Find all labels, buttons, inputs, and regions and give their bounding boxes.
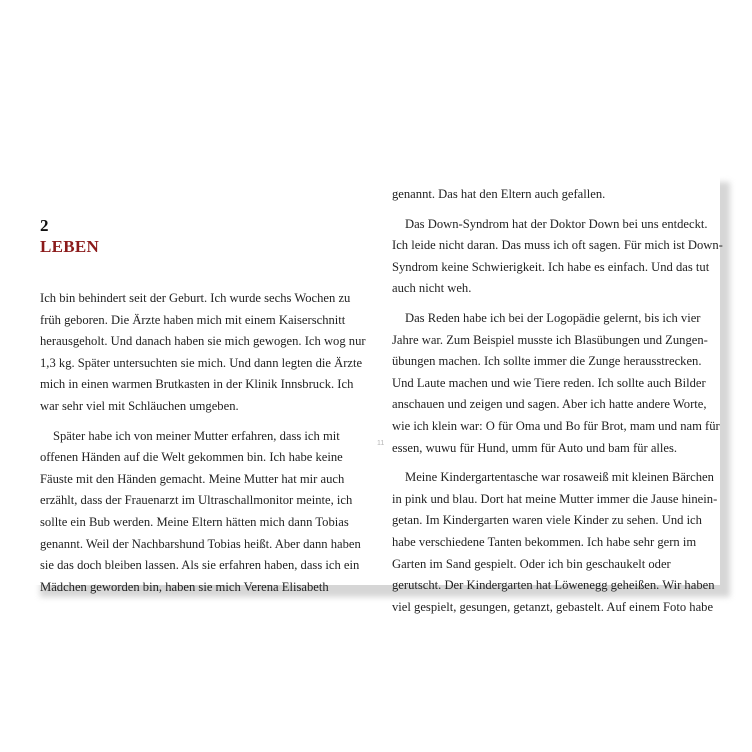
paragraph: [40, 426, 361, 599]
text-line: sollte ein Bub werden. Meine Eltern hätten mich dann Tobias: [40, 514, 349, 529]
text-line: Ich leide nicht daran. Das muss ich oft sagen. Für mich ist Down-: [392, 238, 723, 253]
text-line: Später habe ich von meiner Mutter erfahren, dass ich mit: [53, 428, 340, 443]
text-line: genannt. Das hat den Eltern auch gefallen.: [392, 187, 606, 201]
text-line: gerutscht. Der Kindergarten hat Löwenegg geheißen. Wir haben: [392, 578, 715, 593]
paragraph: [392, 308, 720, 459]
text-line: essen, wuwu für Hund, umm für Auto und bam für alles.: [392, 440, 678, 455]
text-line: war sehr viel mit Schläuchen umgeben.: [40, 398, 239, 413]
text-line: getan. Im Kindergarten waren viele Kinder zu sehen. Und ich: [392, 513, 702, 528]
page-number: 11: [377, 440, 385, 447]
left-page: [40, 210, 366, 598]
text-line: Das Down-Syndrom hat der Doktor Down bei uns entdeckt.: [405, 216, 708, 231]
text-line: Das Reden habe ich bei der Logopädie gelernt, bis ich vier: [405, 310, 701, 325]
paragraph: [40, 288, 366, 418]
right-page: [392, 184, 723, 618]
paragraph: [392, 214, 723, 300]
text-line: auch nicht weh.: [392, 281, 472, 296]
text-line: übungen machen. Ich sollte immer die Zunge herausstrecken.: [392, 354, 702, 369]
text-line: anschauen und zeigen und sagen. Aber ich hatte andere Worte,: [392, 397, 707, 412]
text-line: Und Laute machen und wie Tiere reden. Ich sollte auch Bilder: [392, 375, 706, 390]
left-page-body: [40, 288, 366, 598]
text-line: erzählt, dass der Frauenarzt im Ultraschallmonitor meinte, ich: [40, 493, 353, 508]
text-line: offenen Händen auf die Welt gekommen bin. Ich habe keine: [40, 450, 343, 465]
text-line: in pink und blau. Dort hat meine Mutter immer die Jause hinein-: [392, 491, 718, 506]
text-line: Meine Kindergartentasche war rosaweiß mit kleinen Bärchen: [405, 470, 714, 485]
text-line: Jahre war. Zum Beispiel musste ich Blasübungen und Zungen-: [392, 332, 708, 347]
text-line: Fäuste mit den Händen gemacht. Meine Mutter hat mir auch: [40, 471, 345, 486]
text-line: Ich bin behindert seit der Geburt. Ich wurde sechs Wochen zu: [40, 291, 351, 305]
text-line: mich in einen warmen Brutkasten in der Klinik Innsbruck. Ich: [40, 377, 354, 392]
text-line: wie ich klein war: O für Oma und Bo für Brot, mam und nam für: [392, 418, 720, 433]
text-line: viel gespielt, gesungen, getanzt, gebastelt. Auf einem Foto habe: [392, 599, 714, 614]
text-line: habe verschiedene Tanten bekommen. Ich habe sehr gern im: [392, 534, 697, 549]
text-line: sie das doch bleiben lassen. Als sie erfahren haben, dass ich ein: [40, 558, 360, 573]
text-line: Garten im Sand gespielt. Oder ich bin geschaukelt oder: [392, 556, 671, 571]
text-line: herausgeholt. Und danach haben sie mich gewogen. Ich wog nur: [40, 334, 366, 349]
chapter-number: 2: [40, 216, 49, 235]
text-line: Mädchen geworden bin, haben sie mich Verena Elisabeth: [40, 579, 329, 594]
text-line: Syndrom keine Schwierigkeit. Ich habe es einfach. Und das tut: [392, 259, 710, 274]
text-line: genannt. Weil der Nachbarshund Tobias heißt. Aber dann haben: [40, 536, 361, 551]
paragraph: [392, 184, 712, 206]
text-line: 1,3 kg. Später untersuchten sie mich. Und dann legten die Ärzte: [40, 355, 363, 370]
text-line: früh geboren. Die Ärzte haben mich mit einem Kaiserschnitt: [40, 312, 346, 327]
paragraph: [392, 467, 718, 618]
chapter-title: LEBEN: [40, 237, 100, 256]
